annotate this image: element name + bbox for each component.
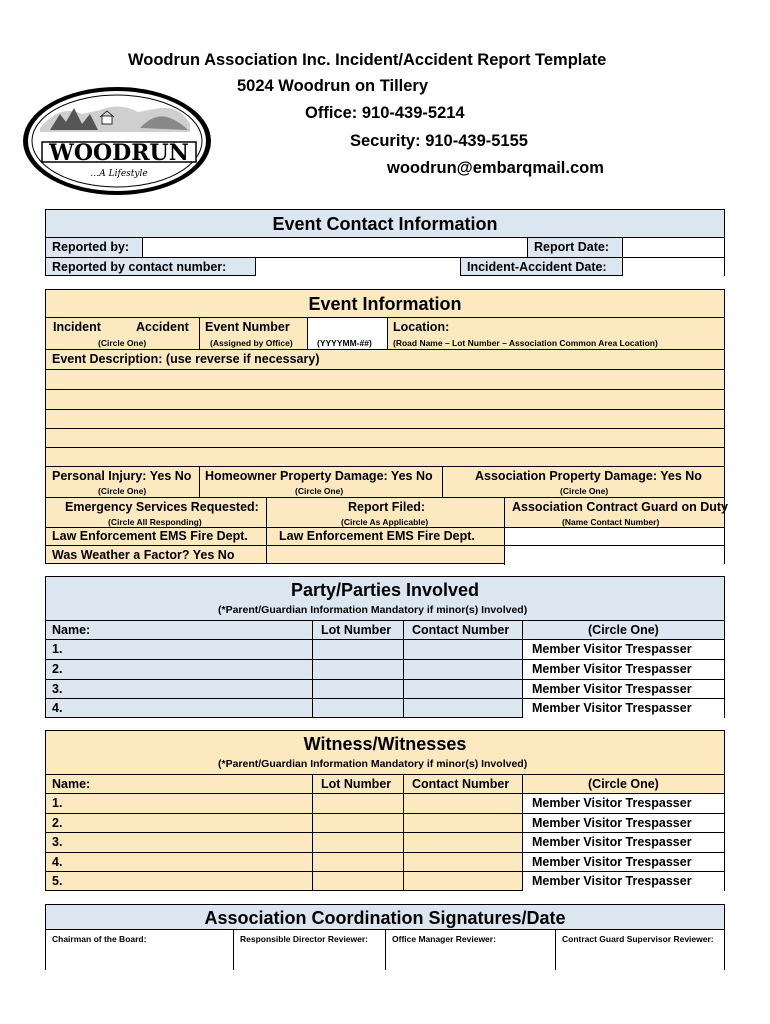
row-number: 2. (52, 816, 63, 830)
witness-row (46, 793, 724, 813)
director-signature[interactable] (233, 930, 385, 970)
contact-field[interactable] (403, 660, 522, 679)
row-number: 5. (52, 874, 63, 888)
office-manager-label: Office Manager Reviewer: (392, 934, 496, 944)
party-row (46, 639, 724, 659)
witness-row (46, 871, 724, 891)
lot-field[interactable] (312, 699, 403, 718)
guard-supervisor-signature[interactable] (555, 930, 724, 970)
lot-field[interactable] (312, 680, 403, 698)
accident-option[interactable]: Accident (136, 320, 189, 334)
address: 5024 Woodrun on Tillery (237, 77, 429, 95)
parties-note: (*Parent/Guardian Information Mandatory if minor(s) Involved) (218, 604, 528, 616)
witnesses-section (45, 730, 725, 891)
section-title: Event Contact Information (272, 214, 498, 234)
status-options[interactable]: Member Visitor Trespasser (532, 796, 692, 810)
col-contact: Contact Number (412, 623, 510, 637)
party-row (46, 679, 724, 698)
chairman-signature[interactable] (46, 930, 233, 970)
report-filed-options[interactable]: Law Enforcement EMS Fire Dept. (279, 529, 475, 543)
contact-field[interactable] (403, 814, 522, 832)
col-contact: Contact Number (412, 777, 510, 791)
form-title: Woodrun Association Inc. Incident/Accident Report Template (128, 51, 607, 69)
section-title: Association Coordination Signatures/Date (204, 908, 566, 928)
party-row (46, 698, 724, 718)
report-filed-label: Report Filed: (348, 500, 426, 514)
name-contact-hint: (Name Contact Number) (562, 517, 660, 527)
lot-field[interactable] (312, 640, 403, 659)
emergency-label: Emergency Services Requested: (65, 500, 259, 514)
description-line[interactable] (46, 409, 724, 428)
contact-field[interactable] (403, 640, 522, 659)
office-phone: Office: 910-439-5214 (305, 104, 465, 122)
association-damage-label[interactable]: Association Property Damage: Yes No (475, 469, 702, 483)
status-options[interactable]: Member Visitor Trespasser (532, 874, 692, 888)
status-options[interactable]: Member Visitor Trespasser (532, 642, 692, 656)
witness-row (46, 813, 724, 832)
svg-text:…A Lifestyle: …A Lifestyle (90, 169, 148, 179)
description-label: Event Description: (use reverse if necessary) (52, 352, 320, 366)
status-options[interactable]: Member Visitor Trespasser (532, 662, 692, 676)
party-row (46, 659, 724, 679)
witnesses-note: (*Parent/Guardian Information Mandatory if minor(s) Involved) (218, 758, 528, 770)
description-line[interactable] (46, 369, 724, 389)
report-date-field[interactable] (622, 238, 724, 257)
assigned-hint: (Assigned by Office) (210, 338, 293, 348)
col-circle: (Circle One) (588, 623, 659, 637)
guard-supervisor-label: Contract Guard Supervisor Reviewer: (562, 934, 714, 944)
event-number-field[interactable] (307, 318, 387, 349)
event-contact-section (45, 209, 725, 276)
office-manager-signature[interactable] (385, 930, 555, 970)
row-number: 3. (52, 682, 63, 696)
row-number: 1. (52, 796, 63, 810)
contact-field[interactable] (403, 872, 522, 891)
parties-section (45, 576, 725, 718)
email: woodrun@embarqmail.com (387, 159, 604, 177)
circle-one-hint: (Circle One) (98, 338, 147, 348)
row-number: 2. (52, 662, 63, 676)
description-line[interactable] (46, 447, 724, 466)
guard-label: Association Contract Guard on Duty (512, 500, 728, 514)
lot-field[interactable] (312, 794, 403, 813)
contact-field[interactable] (403, 680, 522, 698)
yyyymm-hint: (YYYYMM-##) (317, 338, 372, 348)
circle-one-hint: (Circle One) (98, 486, 147, 496)
status-options[interactable]: Member Visitor Trespasser (532, 835, 692, 849)
personal-injury-label[interactable]: Personal Injury: Yes No (52, 469, 192, 483)
homeowner-damage-label[interactable]: Homeowner Property Damage: Yes No (205, 469, 433, 483)
row-number: 4. (52, 701, 63, 715)
reported-by-label: Reported by: (52, 240, 130, 254)
col-lot: Lot Number (321, 623, 392, 637)
circle-all-hint: (Circle All Responding) (108, 517, 202, 527)
director-label: Responsible Director Reviewer: (240, 934, 369, 944)
section-title: Party/Parties Involved (290, 580, 480, 600)
security-phone: Security: 910-439-5155 (350, 132, 528, 150)
incident-option[interactable]: Incident (53, 320, 101, 334)
circle-applicable-hint: (Circle As Applicable) (341, 517, 429, 527)
location-hint: (Road Name – Lot Number – Association Common Area Location) (393, 338, 658, 348)
contact-field[interactable] (403, 794, 522, 813)
circle-one-hint: (Circle One) (295, 486, 344, 496)
signatures-section (45, 904, 725, 970)
lot-field[interactable] (312, 833, 403, 852)
status-options[interactable]: Member Visitor Trespasser (532, 701, 692, 715)
col-name: Name: (52, 623, 91, 637)
weather-label[interactable]: Was Weather a Factor? Yes No (52, 548, 235, 562)
contact-number-label: Reported by contact number: (52, 260, 227, 274)
lot-field[interactable] (312, 872, 403, 891)
event-information-section (45, 289, 728, 564)
lot-field[interactable] (312, 853, 403, 871)
section-title: Witness/Witnesses (303, 734, 467, 754)
witness-row (46, 852, 724, 871)
contact-field[interactable] (403, 853, 522, 871)
contact-number-field[interactable] (255, 258, 460, 276)
contact-field[interactable] (403, 833, 522, 852)
row-number: 1. (52, 642, 63, 656)
woodrun-logo (20, 84, 215, 198)
col-lot: Lot Number (321, 777, 392, 791)
emergency-options[interactable]: Law Enforcement EMS Fire Dept. (52, 529, 248, 543)
lot-field[interactable] (312, 814, 403, 832)
lot-field[interactable] (312, 660, 403, 679)
incident-date-field[interactable] (622, 258, 724, 276)
reported-by-field[interactable] (142, 238, 527, 257)
contact-field[interactable] (403, 699, 522, 718)
status-options[interactable]: Member Visitor Trespasser (532, 816, 692, 830)
description-line[interactable] (46, 428, 724, 447)
description-line[interactable] (46, 389, 724, 409)
row-number: 4. (52, 855, 63, 869)
circle-one-hint: (Circle One) (560, 486, 609, 496)
incident-date-label: Incident-Accident Date: (467, 260, 607, 274)
chairman-label: Chairman of the Board: (52, 934, 147, 944)
section-title: Event Information (308, 294, 462, 314)
status-options[interactable]: Member Visitor Trespasser (532, 682, 692, 696)
col-circle: (Circle One) (588, 777, 659, 791)
svg-text:WOODRUN: WOODRUN (49, 140, 189, 166)
witness-row (46, 832, 724, 852)
report-date-label: Report Date: (534, 240, 610, 254)
status-options[interactable]: Member Visitor Trespasser (532, 855, 692, 869)
row-number: 3. (52, 835, 63, 849)
location-label: Location: (393, 320, 450, 334)
col-name: Name: (52, 777, 91, 791)
event-number-label: Event Number (205, 320, 290, 334)
